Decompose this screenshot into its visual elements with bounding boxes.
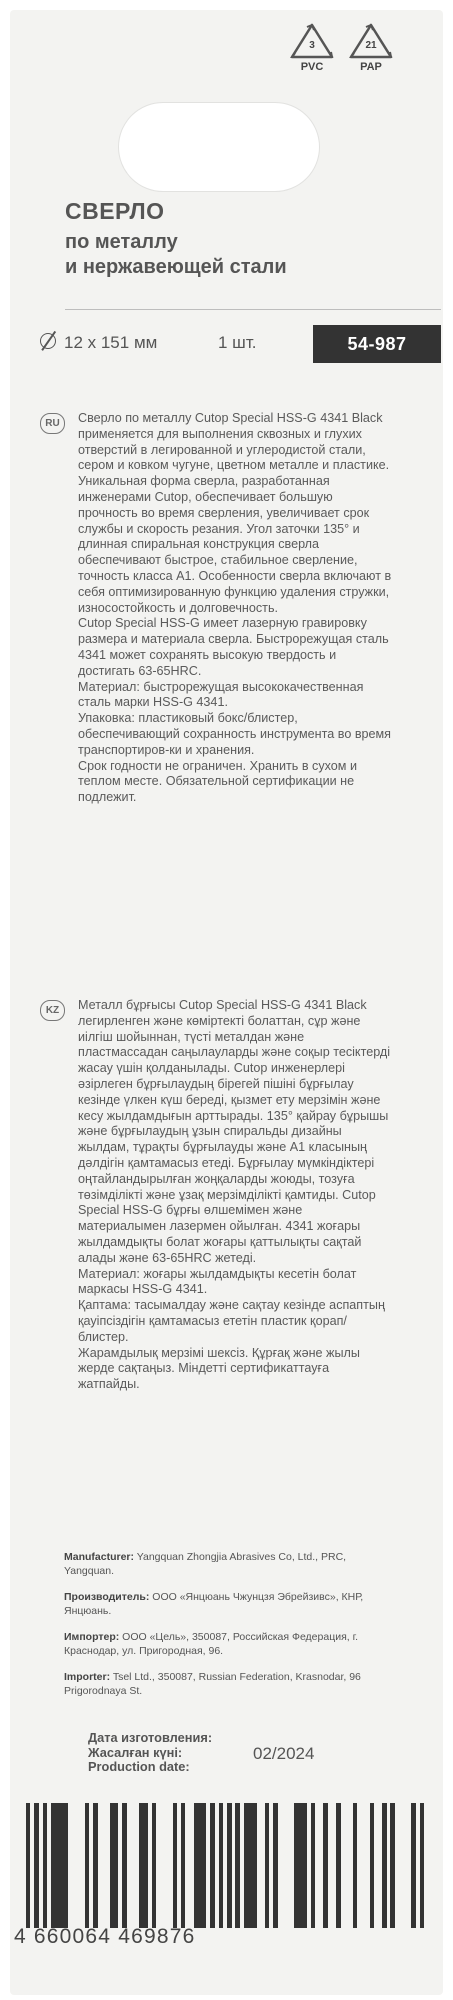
- paragraph: Жарамдылық мерзімі шексіз. Құрғақ және жылы жерде сақтаңыз. Міндетті сертификаттауға жатпайды.: [78, 1345, 360, 1392]
- barcode-digits: 4 660064 469876: [14, 1925, 196, 1948]
- barcode-bar: [114, 1803, 118, 1928]
- barcode-bar: [227, 1803, 231, 1928]
- recycle-number: 3: [309, 40, 315, 51]
- info-text: ООО «Цель», 350087, Российская Федерация, г. Краснодар, ул. Пригородная, 96.: [64, 1631, 359, 1657]
- recycling-symbol-pvc: [288, 22, 336, 82]
- diameter-icon: [40, 333, 56, 349]
- description-kz: [78, 998, 392, 1393]
- barcode-bar: [273, 1803, 277, 1928]
- info-label: Производитель:: [64, 1591, 150, 1603]
- barcode-bar: [143, 1803, 147, 1928]
- divider: [65, 309, 441, 310]
- recycle-code: PVC: [300, 61, 324, 73]
- barcode-bar: [353, 1803, 357, 1928]
- info-label: Импортер:: [64, 1631, 120, 1643]
- barcode-bar: [210, 1803, 214, 1928]
- size-row: [40, 333, 157, 353]
- barcode-bar: [219, 1803, 223, 1928]
- lang-badge-ru: RU: [40, 413, 65, 434]
- paragraph: Упаковка: пластиковый бокс/блистер, обеспечивающий сохранность инструмента во время транспортиров-ки и хранения.: [78, 711, 391, 757]
- barcode-bar: [64, 1803, 68, 1928]
- barcode-bar: [202, 1803, 206, 1928]
- date-label: Production date:: [88, 1759, 190, 1774]
- barcode-bar: [43, 1803, 47, 1928]
- paragraph: Сверло по металлу Cutop Special HSS-G 4341 Black применяется для выполнения сквозных и глухих отверстий в легированной и углеродистой стали, сером и ковком чугуне, цветном металле и пластике.: [78, 411, 390, 473]
- hang-hole: [118, 102, 320, 192]
- importer-ru: [64, 1630, 394, 1658]
- paragraph: Cutop Special HSS-G имеет лазерную гравировку размера и материала сверла. Быстрорежущая сталь 4341 может сохранять высокую твердость и достигать 63-65HRC.: [78, 616, 389, 678]
- info-text: Tsel Ltd., 350087, Russian Federation, Krasnodar, 96 Prigorodnaya St.: [64, 1671, 361, 1697]
- barcode-bar: [122, 1803, 126, 1928]
- recycle-code: PAP: [360, 61, 382, 73]
- description-ru: [78, 411, 392, 806]
- subtitle-line: и нержавеющей стали: [65, 256, 287, 278]
- barcode-bar: [34, 1803, 38, 1928]
- manufacturer-ru: [64, 1590, 394, 1618]
- barcode-bar: [390, 1803, 394, 1928]
- paragraph: Уникальная форма сверла, разработанная инженерами Cutop, обеспечивает большую прочность во время сверления, увеличивает срок службы и скорость резания. Угол заточки 135° и длинная спиральная конструкция сверла обеспечивают быстрое, стабильное сверление, точность класса А1. Особенности сверла включают в себя оптимизированную функцию удаления стружки, износостойкость и долговечность.: [78, 474, 392, 615]
- barcode-bar: [382, 1803, 386, 1928]
- paragraph: Материал: быстрорежущая высококачественная сталь марки HSS-G 4341.: [78, 679, 364, 710]
- quantity: 1 шт.: [218, 333, 257, 352]
- barcode-bar: [336, 1803, 340, 1928]
- barcode-bar: [235, 1803, 239, 1928]
- importer-en: [64, 1670, 394, 1698]
- date-label: Дата изготовления:: [88, 1730, 213, 1745]
- production-date-value: 02/2024: [253, 1744, 315, 1763]
- subtitle-line: по металлу: [65, 231, 178, 253]
- barcode-bar: [323, 1803, 327, 1928]
- barcode-bar: [265, 1803, 269, 1928]
- barcode-bar: [181, 1803, 185, 1928]
- barcode-bar: [85, 1803, 89, 1928]
- paragraph: Қаптама: тасымалдау және сақтау кезінде аспаптың қауіпсіздігін қамтамасыз ететін пластик қорап/блистер.: [78, 1298, 385, 1344]
- barcode-bar: [411, 1803, 415, 1928]
- info-label: Importer:: [64, 1671, 111, 1683]
- barcode-bar: [173, 1803, 177, 1928]
- barcode-bar: [420, 1803, 424, 1928]
- info-label: Manufacturer:: [64, 1551, 135, 1563]
- barcode-bar: [303, 1803, 307, 1928]
- article-badge: 54-987: [313, 325, 441, 363]
- barcode-bar: [152, 1803, 156, 1928]
- barcode-bar: [26, 1803, 30, 1928]
- barcode-bars: [26, 1803, 424, 1928]
- recycling-symbol-pap: [347, 22, 395, 82]
- size-value: 12 x 151 мм: [64, 333, 158, 352]
- paragraph: Металл бұрғысы Cutop Special HSS-G 4341 Black легирленген және көміртекті болаттан, сұр және иілгіш шойыннан, түсті металдан және пластмассадан саңылауларды және соқыр тесіктерді жасау үшін қолданылады. Cutop инженерлері әзірлеген бұрғылаудың бірегей пішіні бұрғылау кезінде үлкен күш береді, қызмет ету мерзімін және кесу жылдамдығын арттырады. 135° қайрау бұрышы және бұрғылаудың ұзын спиральды дизайны жылдам, тұрақты бұрғылауды және А1 класының дәлдігін қамтамасыз етеді. Бұрғылау мүмкіндіктері оңтайландырылған жоңқаларды жоюды, тозуға төзімділікті және ұзақ мерзімділікті қамтиды. Cutop Special HSS-G бұрғы өлшемімен және материалымен лазермен ойылған. 4341 жоғары жылдамдықты болат жоғары қаттылықты сақтай алады және 63-65HRC жетеді.: [78, 998, 391, 1265]
- product-title: СВЕРЛО: [65, 198, 165, 224]
- info-text: ООО «Янцюань Чжунцзя Эбрейзивс», КНР, Янцюань.: [64, 1591, 364, 1617]
- paragraph: Срок годности не ограничен. Хранить в сухом и теплом месте. Обязательной сертификации не подлежит.: [78, 758, 357, 805]
- lang-badge-kz: KZ: [40, 1000, 65, 1021]
- info-text: Yangquan Zhongjia Abrasives Co, Ltd., PRC, Yangquan.: [64, 1551, 347, 1577]
- barcode-bar: [93, 1803, 97, 1928]
- date-label: Жасалған күні:: [88, 1744, 183, 1760]
- barcode: [14, 1803, 434, 1948]
- recycle-number: 21: [365, 40, 377, 51]
- production-date-labels: [88, 1731, 212, 1775]
- barcode-bar: [252, 1803, 256, 1928]
- product-subtitle: [65, 230, 395, 280]
- barcode-bar: [370, 1803, 374, 1928]
- barcode-bar: [311, 1803, 315, 1928]
- paragraph: Материал: жоғары жылдамдықты кесетін болат маркасы HSS-G 4341.: [78, 1266, 357, 1297]
- manufacturer-en: [64, 1550, 394, 1578]
